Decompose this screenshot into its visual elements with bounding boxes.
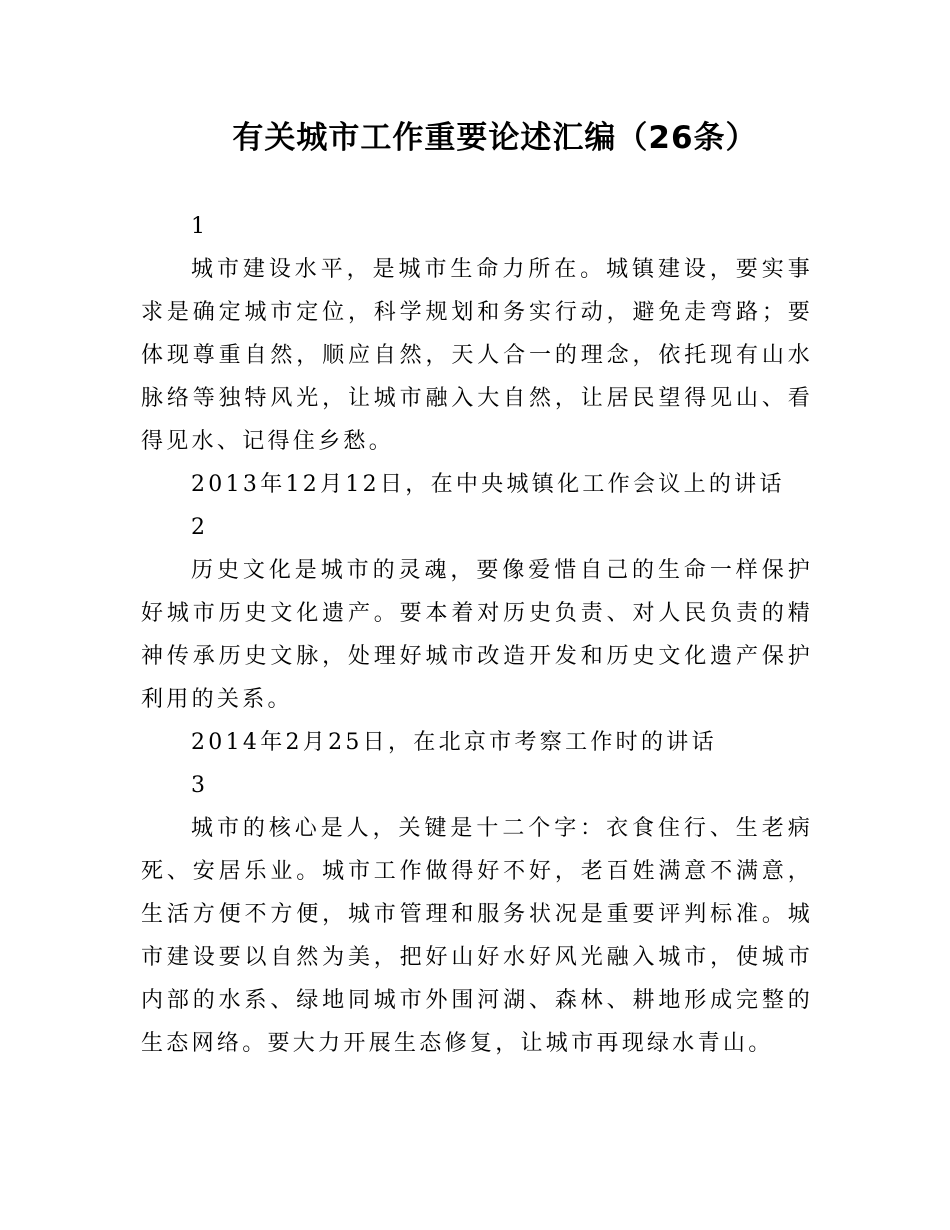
document-title: 有关城市工作重要论述汇编（26条）: [232, 120, 758, 156]
section-paragraph: 历史文化是城市的灵魂，要像爱惜自己的生命一样保护好城市历史文化遗产。要本着对历史负责、对人民负责的精神传承历史文脉，处理好城市改造开发和历史文化遗产保护利用的关系。: [141, 558, 813, 712]
document-body: [141, 205, 813, 1065]
section-source: 2013年12月12日，在中央城镇化工作会议上的讲话: [191, 472, 785, 497]
section-paragraph: 城市建设水平，是城市生命力所在。城镇建设，要实事求是确定城市定位，科学规划和务实行动，避免走弯路；要体现尊重自然，顺应自然，天人合一的理念，依托现有山水脉络等独特风光，让城市融入大自然，让居民望得见山、看得见水、记得住乡愁。: [141, 257, 813, 454]
section-source: 2014年2月25日，在北京市考察工作时的讲话: [191, 730, 717, 755]
section-number: 2: [191, 515, 209, 540]
section-paragraph: 城市的核心是人，关键是十二个字：衣食住行、生老病死、安居乐业。城市工作做得好不好，老百姓满意不满意，生活方便不方便，城市管理和服务状况是重要评判标准。城市建设要以自然为美，把好山好水好风光融入城市，使城市内部的水系、绿地同城市外围河湖、森林、耕地形成完整的生态网络。要大力开展生态修复，让城市再现绿水青山。: [141, 816, 813, 1056]
section-number: 1: [191, 214, 209, 239]
section-number: 3: [191, 773, 209, 798]
